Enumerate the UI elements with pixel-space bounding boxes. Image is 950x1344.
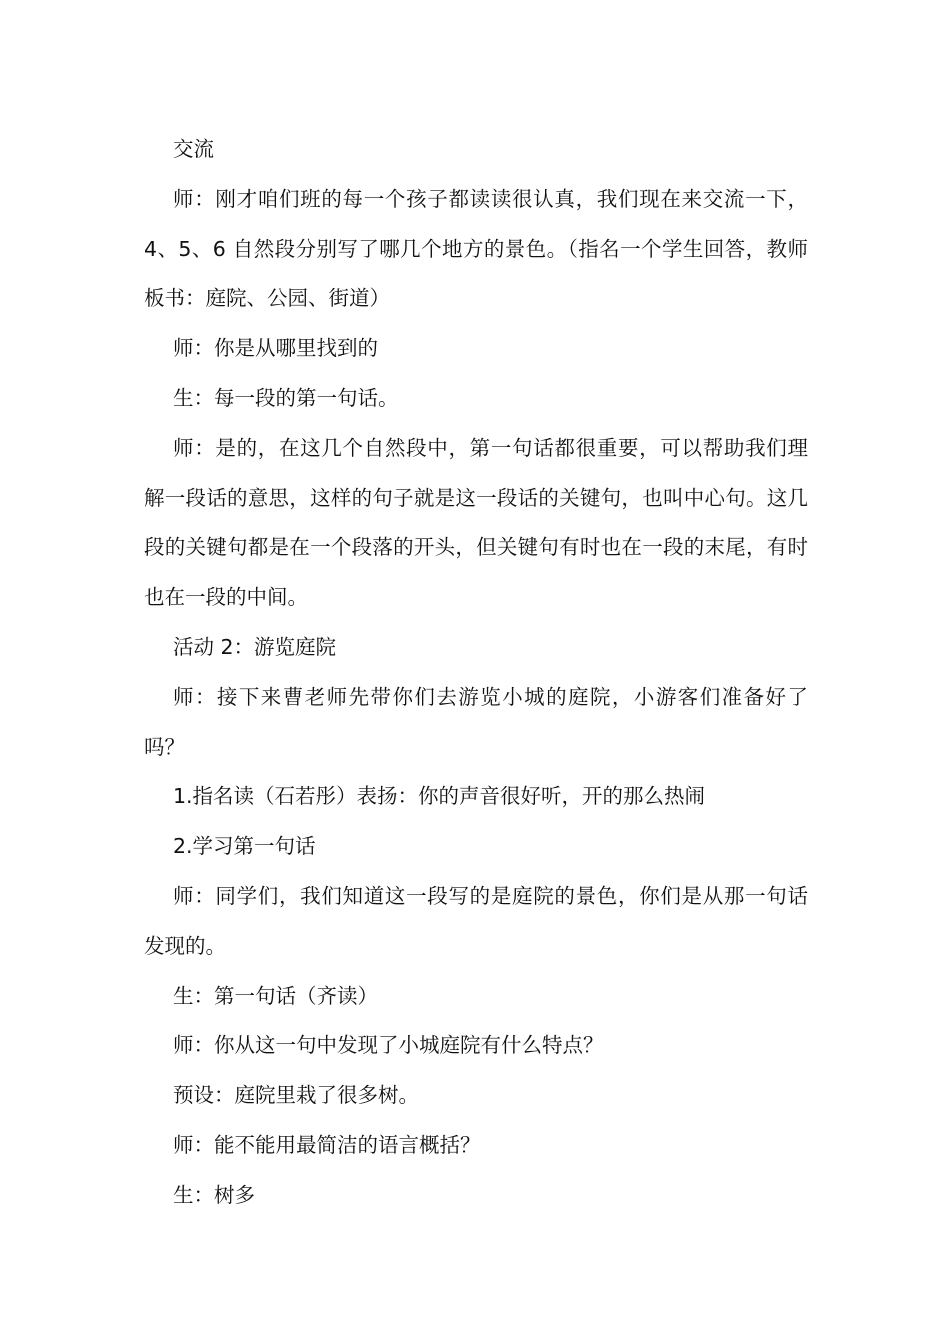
paragraph-student-answer-2: 生：第一句话（齐读）: [173, 983, 378, 1008]
paragraph-step-2: 2.学习第一句话: [173, 834, 316, 859]
paragraph-preset-answer: 预设：庭院里栽了很多树。: [173, 1083, 419, 1108]
paragraph-teacher-question-5: 师：能不能用最简洁的语言概括？: [173, 1132, 481, 1157]
paragraph-teacher-question-1: 师：刚才咱们班的每一个孩子都读读很认真，我们现在来交流一下，4、5、6 自然段分别写了哪几个地方的景色。（指名一个学生回答，教师板书：庭院、公园、街道）: [144, 186, 808, 311]
document-body: [144, 125, 808, 1221]
paragraph-teacher-question-2: 师：你是从哪里找到的: [173, 336, 378, 361]
paragraph-teacher-intro-courtyard: 师：接下来曹老师先带你们去游览小城的庭院，小游客们准备好了吗？: [144, 684, 808, 759]
paragraph-heading-exchange: 交流: [173, 137, 214, 161]
paragraph-teacher-explanation: 师：是的，在这几个自然段中，第一句话都很重要，可以帮助我们理解一段话的意思，这样的句子就是这一段话的关键句，也叫中心句。这几段的关键句都是在一个段落的开头，但关键句有时也在一段的末尾，有时也在一段的中间。: [144, 435, 808, 610]
paragraph-step-1: 1.指名读（石若彤）表扬：你的声音很好听，开的那么热闹: [173, 784, 706, 809]
paragraph-teacher-question-3: 师：同学们，我们知道这一段写的是庭院的景色，你们是从那一句话发现的。: [144, 883, 808, 958]
paragraph-student-answer-3: 生：树多: [173, 1182, 255, 1207]
paragraph-student-answer-1: 生：每一段的第一句话。: [173, 385, 399, 410]
paragraph-activity-2-heading: 活动 2：游览庭院: [173, 634, 337, 659]
paragraph-teacher-question-4: 师：你从这一句中发现了小城庭院有什么特点？: [173, 1033, 604, 1058]
